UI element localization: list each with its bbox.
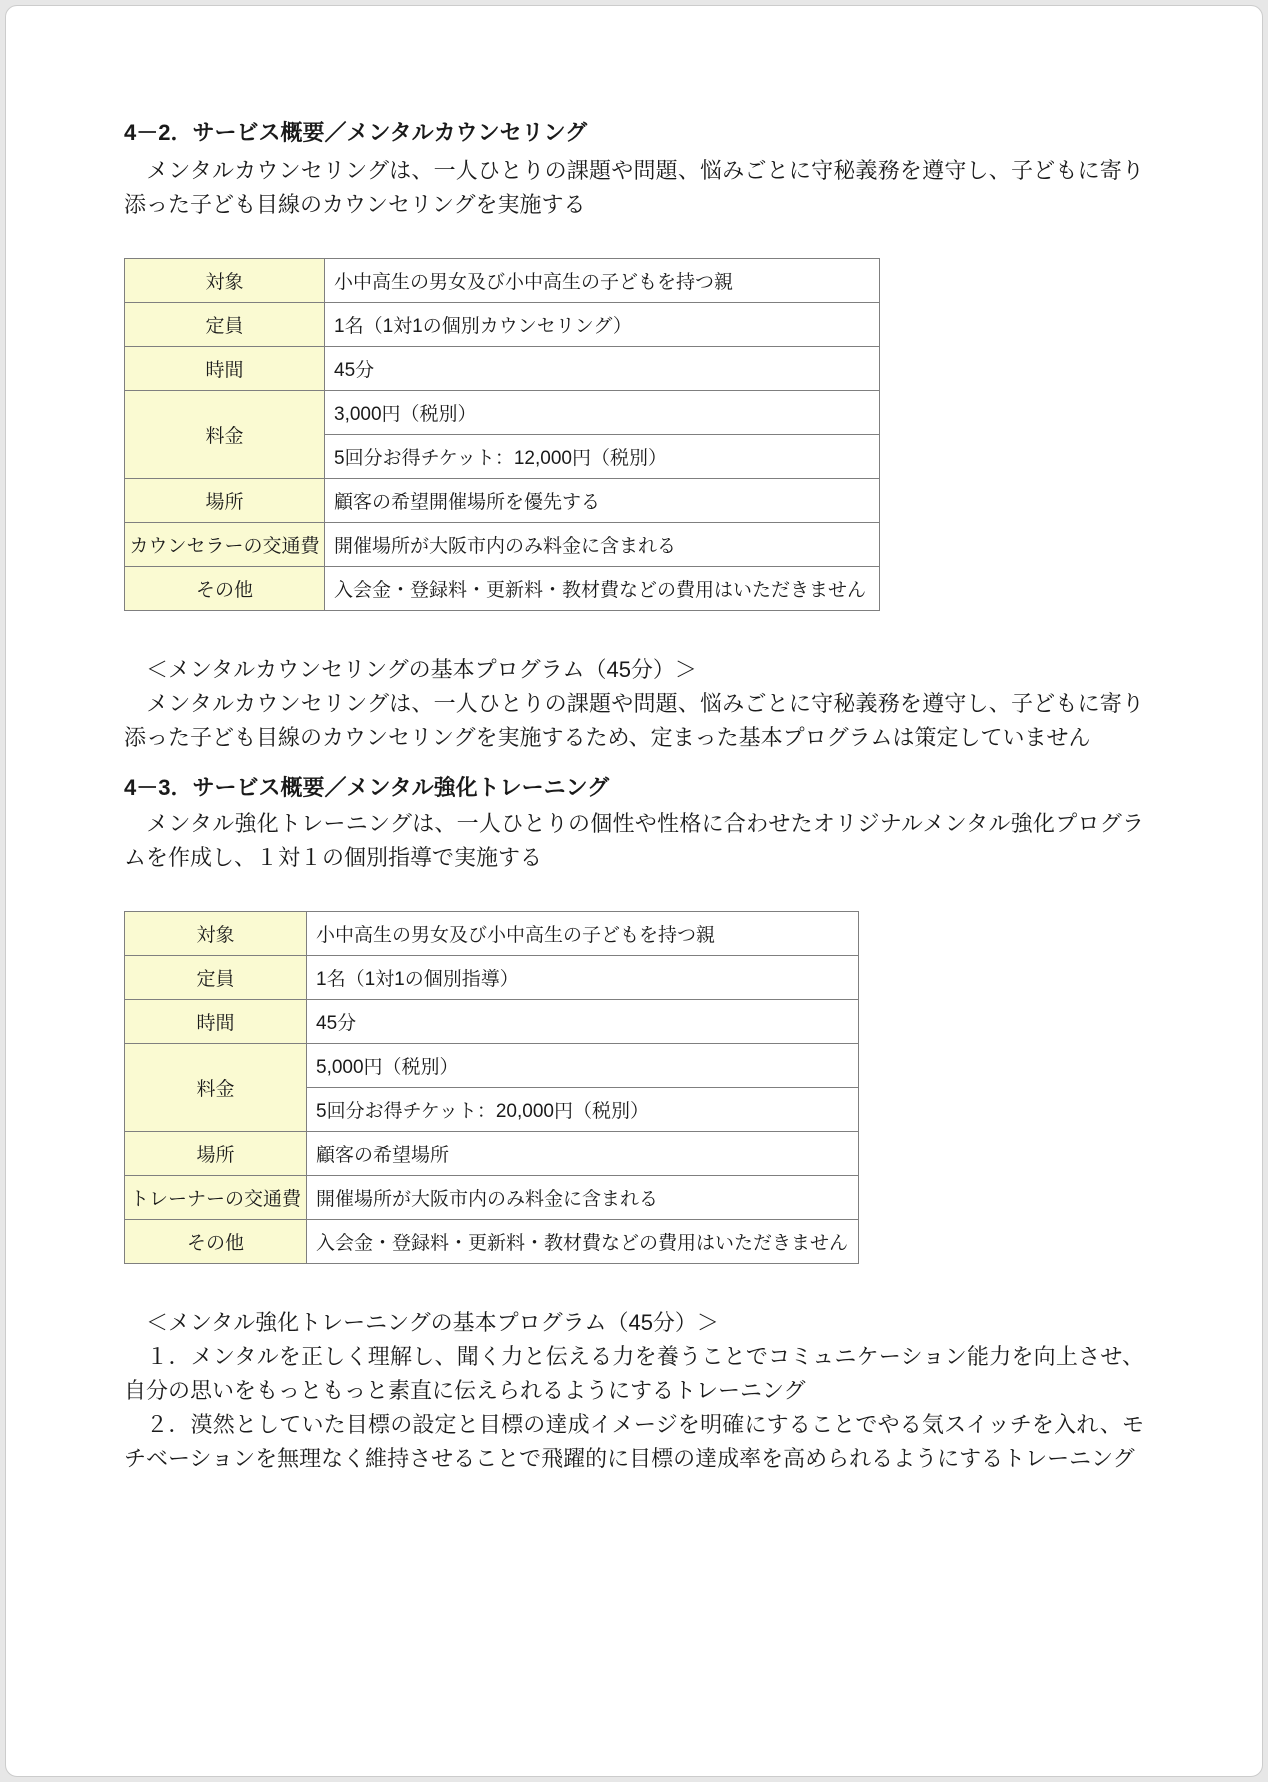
row-label: カウンセラーの交通費 xyxy=(125,523,325,567)
spec-row-transport xyxy=(125,1176,859,1220)
row-value: 顧客の希望開催場所を優先する xyxy=(325,479,880,523)
row-label: 対象 xyxy=(125,259,325,303)
section-training xyxy=(124,773,1144,1476)
training-heading: 4－3．サービス概要／メンタル強化トレーニング xyxy=(124,775,610,800)
row-value: 小中高生の男女及び小中高生の子どもを持つ親 xyxy=(307,912,859,956)
row-value: 顧客の希望場所 xyxy=(307,1132,859,1176)
row-label: その他 xyxy=(125,1220,307,1264)
row-label: 料金 xyxy=(125,391,325,479)
row-value: 45分 xyxy=(325,347,880,391)
row-label: 定員 xyxy=(125,956,307,1000)
spec-row-target xyxy=(125,912,859,956)
spec-row-fee xyxy=(125,391,880,435)
spec-row-duration xyxy=(125,1000,859,1044)
row-value: 5回分お得チケット：12,000円（税別） xyxy=(325,435,880,479)
row-value: 5,000円（税別） xyxy=(307,1044,859,1088)
row-value: 45分 xyxy=(307,1000,859,1044)
row-value: 3,000円（税別） xyxy=(325,391,880,435)
spec-row-other xyxy=(125,1220,859,1264)
row-label: 時間 xyxy=(125,347,325,391)
spec-row-place xyxy=(125,1132,859,1176)
training-program-heading: ＜メンタル強化トレーニングの基本プログラム（45分）＞ xyxy=(124,1310,719,1335)
training-intro: メンタル強化トレーニングは、一人ひとりの個性や性格に合わせたオリジナルメンタル強化プログラムを作成し、１対１の個別指導で実施する xyxy=(124,811,1144,870)
row-label: 対象 xyxy=(125,912,307,956)
row-value: 入会金・登録料・更新料・教材費などの費用はいただきません xyxy=(325,567,880,611)
row-label: 定員 xyxy=(125,303,325,347)
row-value: 入会金・登録料・更新料・教材費などの費用はいただきません xyxy=(307,1220,859,1264)
training-spec-table xyxy=(124,911,859,1264)
spec-row-capacity xyxy=(125,956,859,1000)
row-label: 料金 xyxy=(125,1044,307,1132)
row-label: トレーナーの交通費 xyxy=(125,1176,307,1220)
spec-row-target xyxy=(125,259,880,303)
spec-row-other xyxy=(125,567,880,611)
row-value: 開催場所が大阪市内のみ料金に含まれる xyxy=(325,523,880,567)
spec-row-transport xyxy=(125,523,880,567)
row-label: 場所 xyxy=(125,479,325,523)
row-value: 1名（1対1の個別カウンセリング） xyxy=(325,303,880,347)
row-value: 5回分お得チケット：20,000円（税別） xyxy=(307,1088,859,1132)
section-counseling xyxy=(124,118,1144,755)
counseling-heading: 4－2．サービス概要／メンタルカウンセリング xyxy=(124,120,588,145)
document-page xyxy=(5,5,1263,1777)
spec-row-duration xyxy=(125,347,880,391)
row-label: 場所 xyxy=(125,1132,307,1176)
training-program-item-2: ２．漠然としていた目標の設定と目標の達成イメージを明確にすることでやる気スイッチを入れ、モチベーションを無理なく維持させることで飛躍的に目標の達成率を高められるようにするトレーニング xyxy=(124,1412,1144,1471)
spec-row-capacity xyxy=(125,303,880,347)
counseling-program-heading: ＜メンタルカウンセリングの基本プログラム（45分）＞ xyxy=(124,657,697,682)
row-value: 開催場所が大阪市内のみ料金に含まれる xyxy=(307,1176,859,1220)
spec-row-place xyxy=(125,479,880,523)
counseling-intro: メンタルカウンセリングは、一人ひとりの課題や問題、悩みごとに守秘義務を遵守し、子どもに寄り添った子ども目線のカウンセリングを実施する xyxy=(124,158,1144,217)
counseling-spec-table xyxy=(124,258,880,611)
row-label: その他 xyxy=(125,567,325,611)
row-value: 1名（1対1の個別指導） xyxy=(307,956,859,1000)
row-value: 小中高生の男女及び小中高生の子どもを持つ親 xyxy=(325,259,880,303)
training-program-item-1: １．メンタルを正しく理解し、聞く力と伝える力を養うことでコミュニケーション能力を向上させ、自分の思いをもっともっと素直に伝えられるようにするトレーニング xyxy=(124,1344,1144,1403)
row-label: 時間 xyxy=(125,1000,307,1044)
spec-row-fee xyxy=(125,1044,859,1088)
counseling-program-note: メンタルカウンセリングは、一人ひとりの課題や問題、悩みごとに守秘義務を遵守し、子どもに寄り添った子ども目線のカウンセリングを実施するため、定まった基本プログラムは策定していません xyxy=(124,691,1144,750)
